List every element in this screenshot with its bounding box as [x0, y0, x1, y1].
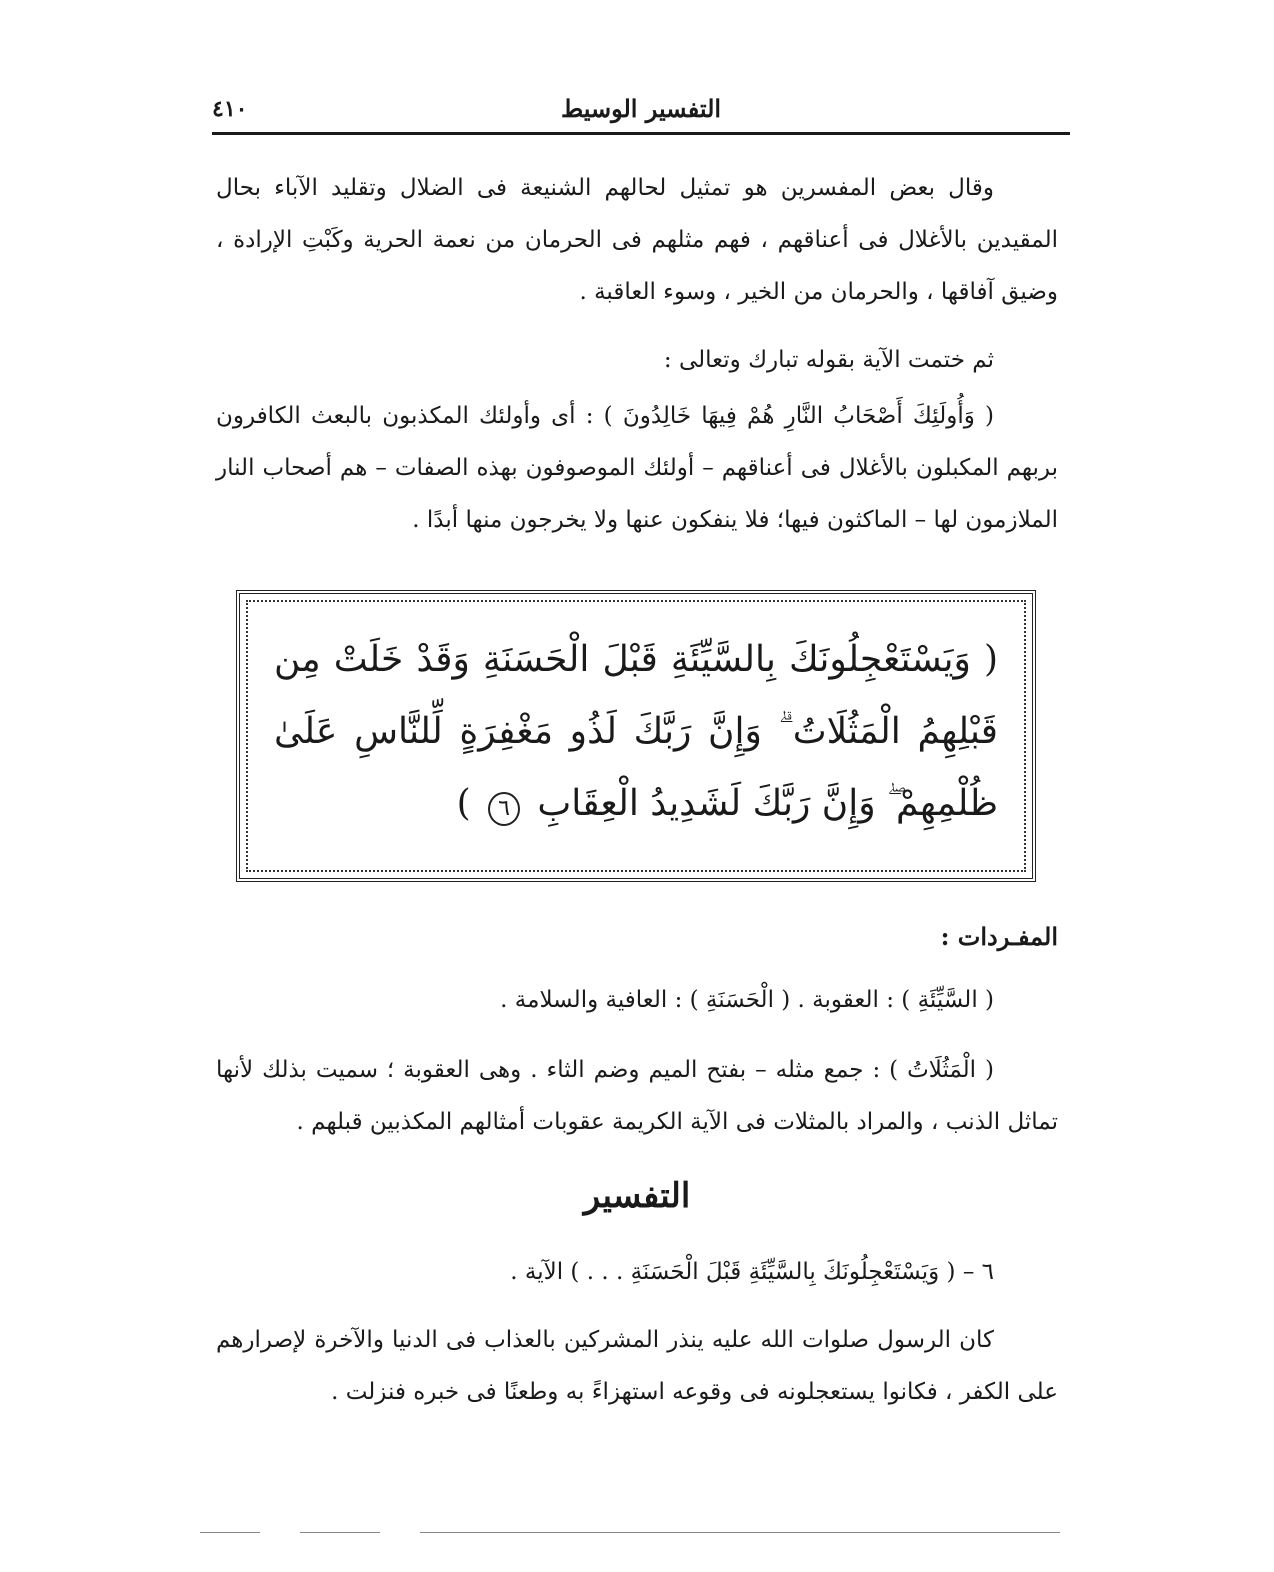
paragraph-commentary: وقال بعض المفسرين هو تمثيل لحالهم الشنيعة فى الضلال وتقليد الآباء بحال المقيدين بالأغلال فى أعناقهم ، فهم مثلهم فى الحرمان من نعمة الحرية وكَبْتِ الإرادة ، وضيق آفاقها ، والحرمان من الخير ، وسوء العاقبة .: [216, 175, 1058, 305]
quran-verse: [274, 624, 998, 840]
verse-closing-bracket: ): [456, 783, 471, 824]
page-header: [212, 92, 1070, 132]
paragraph-transition: ثم ختمت الآية بقوله تبارك وتعالى :: [663, 347, 994, 373]
page-number: ٤١٠: [212, 96, 248, 122]
verse-frame: [236, 590, 1036, 882]
ayah-number-marker: ٦: [488, 792, 520, 826]
footer-rule: [300, 1532, 380, 1533]
running-title: التفسير الوسيط: [560, 94, 722, 123]
tafsir-verse-reference: ٦ – ( وَيَسْتَعْجِلُونَكَ بِالسَّيِّئَةِ قَبْلَ الْحَسَنَةِ . . . ) الآية .: [510, 1259, 994, 1285]
tafsir-heading: التفسير: [583, 1176, 691, 1216]
footer-rule: [200, 1532, 260, 1533]
footer-rule: [420, 1532, 1060, 1533]
vocabulary-entry-1: ( السَّيِّئَةِ ) : العقوبة . ( الْحَسَنَةِ ) : العافية والسلامة .: [500, 987, 994, 1013]
tafsir-body: كان الرسول صلوات الله عليه ينذر المشركين بالعذاب فى الدنيا والآخرة لإصرارهم على الكفر ، فكانوا يستعجلونه فى وقوعه استهزاءً به وطعنًا فى خبره فنزلت .: [216, 1327, 1058, 1405]
vocabulary-entry-2: ( الْمَثُلَاتُ ) : جمع مثله – بفتح الميم وضم الثاء . وهى العقوبة ؛ سميت بذلك لأنها تماثل الذنب ، والمراد بالمثلات فى الآية الكريمة عقوبات أمثالهم المكذبين قبلهم .: [216, 1057, 1058, 1135]
verse-text: ( وَيَسْتَعْجِلُونَكَ بِالسَّيِّئَةِ قَبْلَ الْحَسَنَةِ وَقَدْ خَلَتْ مِن قَبْلِهِمُ الْمَثُلَاتُ ۗ وَإِنَّ رَبَّكَ لَذُو مَغْفِرَةٍ لِّلنَّاسِ عَلَىٰ ظُلْمِهِمْ ۖ وَإِنَّ رَبَّكَ لَشَدِيدُ الْعِقَابِ: [274, 639, 998, 824]
paragraph-explanation: ( وَأُولَئِكَ أَصْحَابُ النَّارِ هُمْ فِيهَا خَالِدُونَ ) : أى وأولئك المكذبون بالبعث الكافرون بربهم المكبلون بالأغلال فى أعناقهم – أولئك الموصوفون بهذه الصفات – هم أصحاب النار الملازمون لها – الماكثون فيها؛ فلا ينفكون عنها ولا يخرجون منها أبدًا .: [216, 403, 1058, 533]
header-rule: [212, 132, 1070, 135]
vocabulary-heading: المفـردات :: [940, 922, 1058, 951]
